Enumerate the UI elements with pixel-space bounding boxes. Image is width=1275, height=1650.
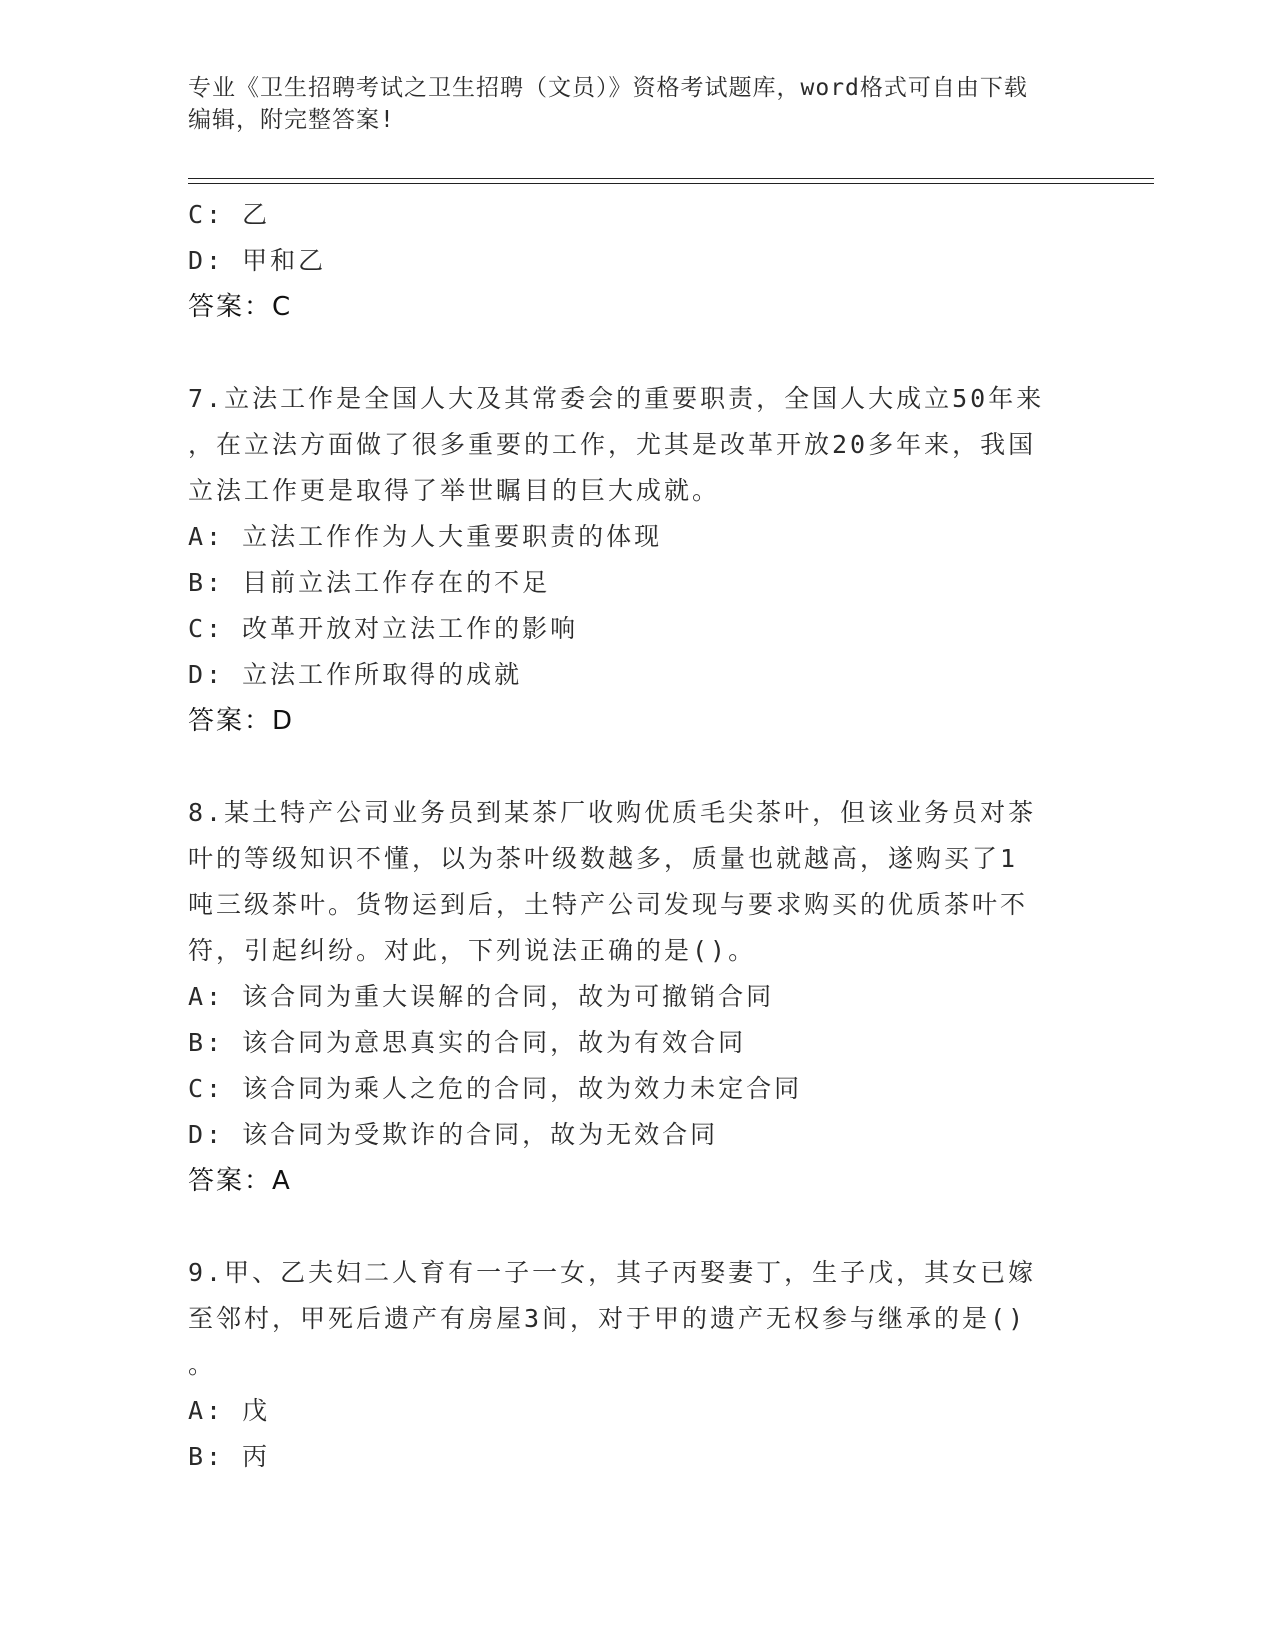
question-spacer <box>188 744 1088 790</box>
continued-question <box>188 192 1088 330</box>
option-c: C: 乙 <box>188 200 271 229</box>
header-divider-bottom <box>188 183 1154 184</box>
question-spacer <box>188 1204 1088 1250</box>
option-b: B: 该合同为意思真实的合同，故为有效合同 <box>188 1028 747 1057</box>
header-line-1: 专业《卫生招聘考试之卫生招聘（文员）》资格考试题库，word格式可自由下载 <box>188 75 1028 101</box>
option-b: B: 目前立法工作存在的不足 <box>188 568 551 597</box>
question-text-line: 9.甲、乙夫妇二人育有一子一女，其子丙娶妻丁，生子戊，其女已嫁 <box>188 1258 1037 1287</box>
document-header <box>188 72 1088 136</box>
question-text-line: 立法工作更是取得了举世瞩目的巨大成就。 <box>188 476 721 505</box>
answer-line: 答案：C <box>188 292 293 322</box>
option-c: C: 改革开放对立法工作的影响 <box>188 614 579 643</box>
question-text-line: 。 <box>188 1350 217 1379</box>
question-text-line: 至邻村，甲死后遗产有房屋3间，对于甲的遗产无权参与继承的是() <box>188 1304 1027 1333</box>
option-c: C: 该合同为乘人之危的合同，故为效力未定合同 <box>188 1074 803 1103</box>
header-divider-top <box>188 178 1154 179</box>
option-a: A: 立法工作作为人大重要职责的体现 <box>188 522 663 551</box>
question-text <box>188 1250 1088 1388</box>
question-text-line: 吨三级茶叶。货物运到后，土特产公司发现与要求购买的优质茶叶不 <box>188 890 1029 919</box>
question-text-line: 8.某土特产公司业务员到某茶厂收购优质毛尖茶叶，但该业务员对茶 <box>188 798 1037 827</box>
question-text <box>188 790 1088 974</box>
option-d: D: 甲和乙 <box>188 246 327 275</box>
option-d: D: 该合同为受欺诈的合同，故为无效合同 <box>188 1120 719 1149</box>
header-line-2: 编辑，附完整答案! <box>188 107 395 133</box>
answer-line: 答案：A <box>188 1166 292 1196</box>
option-d: D: 立法工作所取得的成就 <box>188 660 523 689</box>
question-text-line: ，在立法方面做了很多重要的工作，尤其是改革开放20多年来，我国 <box>188 430 1037 459</box>
question-9 <box>188 1250 1088 1480</box>
option-a: A: 该合同为重大误解的合同，故为可撤销合同 <box>188 982 775 1011</box>
question-text-line: 符，引起纠纷。对此，下列说法正确的是()。 <box>188 936 757 965</box>
question-text <box>188 376 1088 514</box>
question-8 <box>188 790 1088 1204</box>
question-text-line: 叶的等级知识不懂，以为茶叶级数越多，质量也就越高，遂购买了1 <box>188 844 1019 873</box>
question-7 <box>188 376 1088 744</box>
answer-line: 答案：D <box>188 706 295 736</box>
question-spacer <box>188 330 1088 376</box>
option-b: B: 丙 <box>188 1442 271 1471</box>
question-content <box>188 192 1088 1480</box>
question-text-line: 7.立法工作是全国人大及其常委会的重要职责，全国人大成立50年来 <box>188 384 1045 413</box>
option-a: A: 戊 <box>188 1396 271 1425</box>
